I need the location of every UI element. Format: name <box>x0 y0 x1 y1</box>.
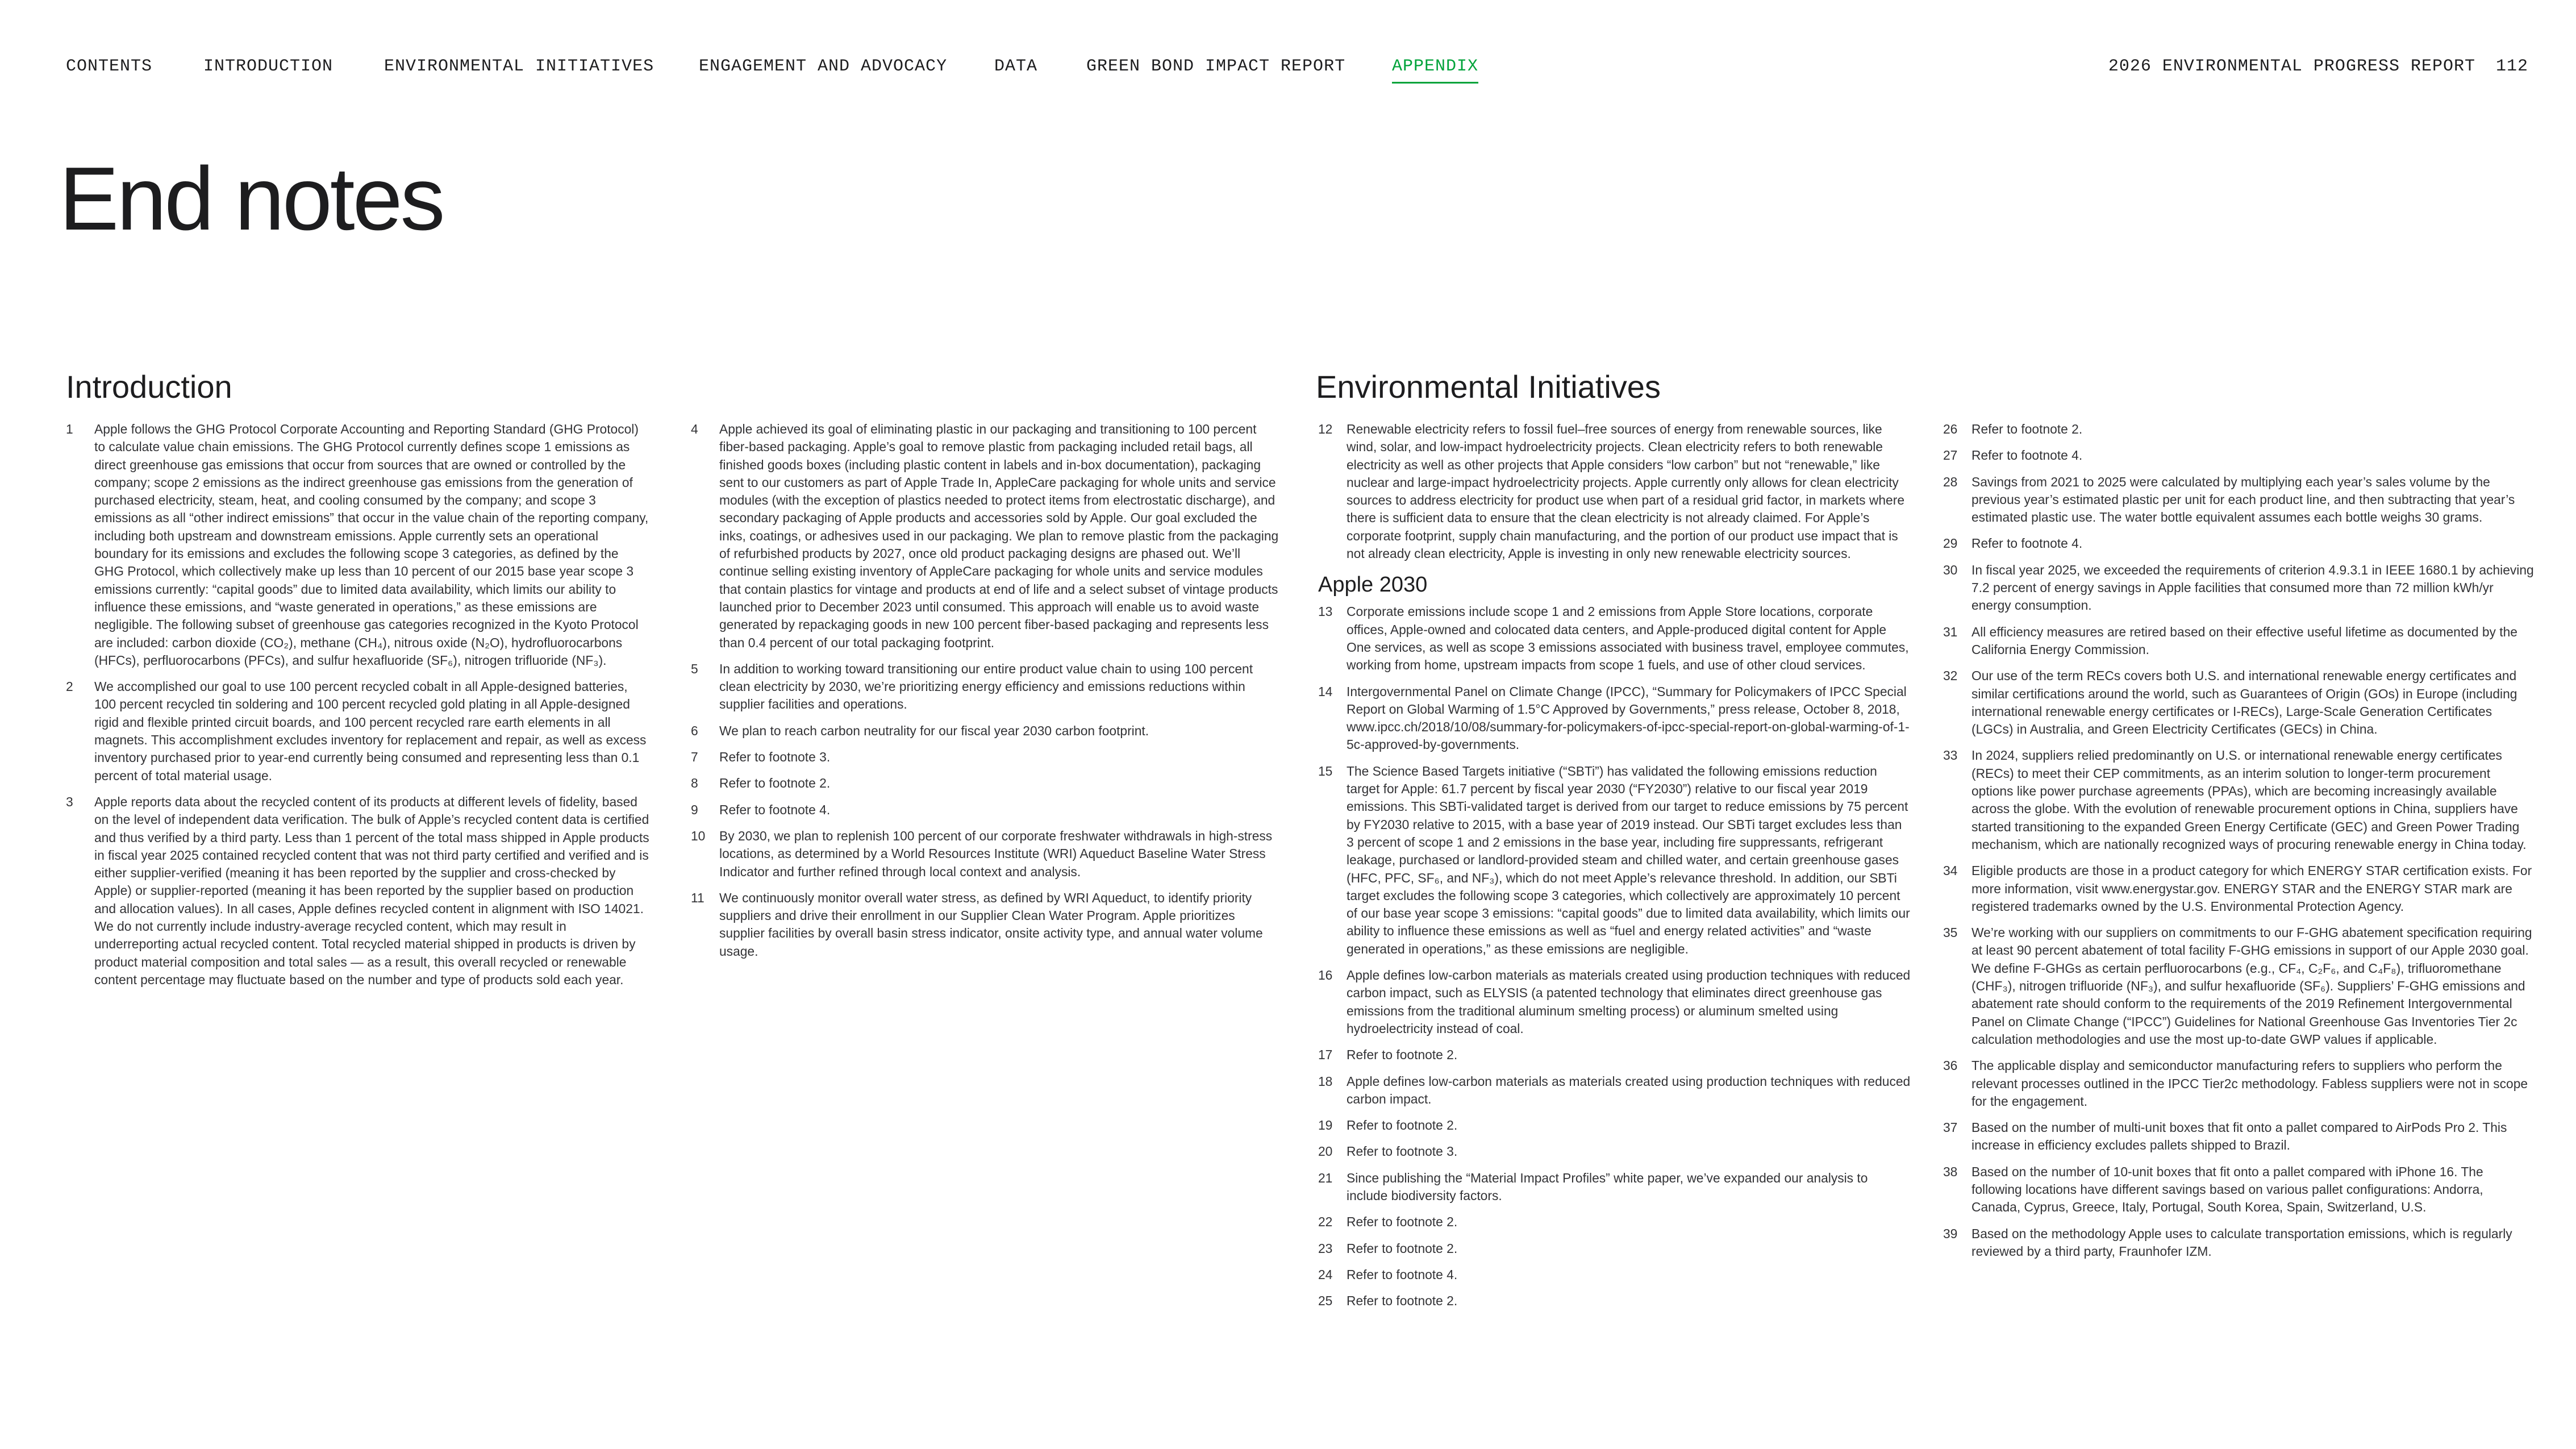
notes-column-4 <box>1943 420 2534 1269</box>
endnote-number: 28 <box>1943 474 1958 489</box>
endnote-number: 18 <box>1318 1073 1333 1089</box>
endnote-9 <box>691 801 1282 819</box>
endnote-number: 12 <box>1318 422 1333 436</box>
endnote-31 <box>1943 623 2534 659</box>
endnote-number: 37 <box>1943 1120 1958 1135</box>
endnote-text: Refer to footnote 2. <box>1347 1118 1458 1133</box>
endnote-number: 24 <box>1318 1267 1333 1282</box>
endnote-text: In fiscal year 2025, we exceeded the requirements of criterion 4.9.3.1 in IEEE 1680.1 by achieving 7.2 percent of energy savings in Apple facilities that consumed more than 72 million kWh/yr energy consumption. <box>1971 562 2534 613</box>
endnote-text: Apple defines low-carbon materials as materials created using production techniques with reduced carbon impact. <box>1347 1073 1911 1106</box>
endnote-5 <box>691 660 1282 714</box>
environmental-initiatives-heading: Environmental Initiatives <box>1316 369 1661 405</box>
endnote-18 <box>1318 1073 1912 1109</box>
endnote-text: Refer to footnote 2. <box>1347 1047 1458 1063</box>
endnote-number: 32 <box>1943 668 1958 684</box>
endnote-text: Savings from 2021 to 2025 were calculated by multiplying each year’s sales volume by the previous year’s estimated plastic per unit for each product line, and then subtracting that year’s estimated plastic use. The water bottle equivalent assumes each bottle weighs 30 grams. <box>1971 474 2515 525</box>
endnote-38 <box>1943 1163 2534 1217</box>
endnote-text: Refer to footnote 2. <box>1347 1214 1458 1230</box>
endnote-6 <box>691 722 1282 740</box>
endnote-17 <box>1318 1046 1912 1064</box>
endnote-number: 22 <box>1318 1214 1333 1230</box>
endnote-number: 39 <box>1943 1226 1958 1241</box>
endnote-text: Refer to footnote 4. <box>719 802 831 817</box>
nav-introduction[interactable]: INTRODUCTION <box>203 57 334 76</box>
endnote-number: 8 <box>691 776 698 791</box>
endnote-text: Since publishing the “Material Impact Profiles” white paper, we’ve expanded our analysis to include biodiversity factors. <box>1347 1170 1868 1203</box>
endnote-number: 11 <box>691 890 705 905</box>
endnote-30 <box>1943 561 2534 615</box>
endnote-21 <box>1318 1169 1912 1205</box>
page-number: 112 <box>2495 57 2528 76</box>
endnote-number: 4 <box>691 422 698 436</box>
endnote-text: Eligible products are those in a product category for which ENERGY STAR certification exists. For more information, visit www.energystar.gov. ENERGY STAR and the ENERGY STAR mark are registered trademarks owned by the U.S. Environmental Protection Agency. <box>1971 863 2532 914</box>
endnote-text: The applicable display and semiconductor manufacturing refers to suppliers who perform the relevant processes outlined in the IPCC Tier2c methodology. Fabless suppliers were not in scope for the engagement. <box>1971 1058 2528 1109</box>
endnote-39 <box>1943 1225 2534 1261</box>
endnote-23 <box>1318 1240 1912 1258</box>
endnote-text: Refer to footnote 2. <box>1347 1240 1458 1256</box>
endnote-2 <box>66 678 651 785</box>
endnote-text: Apple reports data about the recycled content of its products at different levels of fidelity, based on the level of independent data verification. The bulk of Apple’s recycled content data is certified and thus verified by a third party. Less than 1 percent of the total mass shipped in Apple products in fiscal year 2025 contained recycled content that was not third party certified and verified and is either supplier-verified (meaning it has been reported by the supplier and cross-checked by Apple) or supplier-reported (meaning it has been reported by the supplier based on production and allocation values). In all cases, Apple defines recycled content in alignment with ISO 14021. We do not currently include industry-average recycled content, which may result in underreporting actual recycled content. Total recycled material shipped in products is driven by product material composition and total sales — as a result, this overall recycled or renewable content percentage may fluctuate based on the number and type of products sold each year. <box>94 794 649 987</box>
endnote-text: We continuously monitor overall water stress, as defined by WRI Aqueduct, to identify priority suppliers and drive their enrollment in our Supplier Clean Water Program. Apple prioritizes supplier facilities by overall basin stress indicator, onsite activity type, and annual water volume usage. <box>719 890 1263 959</box>
notes-column-1 <box>66 420 651 997</box>
endnote-number: 20 <box>1318 1144 1333 1159</box>
report-title: 2026 ENVIRONMENTAL PROGRESS REPORT <box>2108 57 2475 76</box>
nav-green-bond-impact-report[interactable]: GREEN BOND IMPACT REPORT <box>1086 57 1346 76</box>
endnote-text: In addition to working toward transitioning our entire product value chain to using 100 percent clean electricity by 2030, we’re prioritizing energy efficiency and emissions reductions within supplier facilities and operations. <box>719 661 1253 712</box>
endnote-24 <box>1318 1266 1912 1284</box>
introduction-heading: Introduction <box>66 369 232 405</box>
endnote-text: In 2024, suppliers relied predominantly on U.S. or international renewable energy certificates (RECs) to meet their CEP commitments, as an interim solution to longer-term procurement options like power purchase agreements (PPAs), which are becoming increasingly available across the globe. With the evolution of renewable procurement options in China, suppliers have started transitioning to the expanded Green Energy Certificate (GEC) and Green Power Trading mechanism, which are nationally recognized ways of procuring renewable energy in China today. <box>1971 748 2527 852</box>
endnote-text: Renewable electricity refers to fossil fuel–free sources of energy from renewable sources, like wind, solar, and low-impact hydroelectricity projects. Clean electricity refers to both renewable electricity as well as other projects that Apple considers “low carbon” but not “renewable,” like nuclear and large-impact hydroelectricity projects. Apple currently only allows for clean electricity sources to address electricity for product use when part of a residual grid factor, in markets where there is sufficient data to ensure that the clean electricity is not already claimed. For Apple’s corporate footprint, supply chain manufacturing, and the portion of our product use impact that is not already clean electricity, Apple is investing in only new renewable electricity sources. <box>1347 422 1904 561</box>
nav-environmental-initiatives[interactable]: ENVIRONMENTAL INITIATIVES <box>384 57 655 76</box>
endnote-number: 31 <box>1943 624 1958 639</box>
endnote-22 <box>1318 1213 1912 1231</box>
notes-column-3 <box>1318 420 1912 1318</box>
endnote-26 <box>1943 420 2534 438</box>
endnote-number: 27 <box>1943 448 1958 463</box>
endnote-4 <box>691 420 1282 652</box>
endnote-text: Based on the methodology Apple uses to calculate transportation emissions, which is regularly reviewed by a third party, Fraunhofer IZM. <box>1971 1226 2512 1259</box>
endnote-number: 21 <box>1318 1170 1333 1185</box>
endnote-text: Refer to footnote 2. <box>1347 1293 1458 1309</box>
endnote-text: Our use of the term RECs covers both U.S. and international renewable energy certificates and similar certifications around the world, such as Guarantees of Origin (GOs) in Europe (including international renewable energy certificates or I-RECs), Large-Scale Generation Certificates (LGCs) in Australia, and Green Electricity Certificates (GECs) in China. <box>1971 668 2517 737</box>
endnote-number: 25 <box>1318 1293 1333 1309</box>
endnote-number: 19 <box>1318 1118 1333 1133</box>
endnote-16 <box>1318 967 1912 1038</box>
endnote-number: 15 <box>1318 763 1333 778</box>
endnote-number: 10 <box>691 828 706 843</box>
endnote-number: 26 <box>1943 422 1958 436</box>
endnote-text: The Science Based Targets initiative (“SBTi”) has validated the following emissions reduction target for Apple: 61.7 percent by fiscal year 2030 (“FY2030”) relative to our fiscal year 2019 emissions. This SBTi-validated target is derived from our target to reduce emissions by 75 percent by FY2030 relative to 2015, with a base year of 2019 instead. Our SBTi target excludes less than 3 percent of scope 1 and 2 emissions in the base year, including fire suppressants, refrigerant leakage, purchased or landlord-provided steam and chilled water, and certain greenhouse gases (HFC, PFC, SF₆, and NF₃), which do not meet Apple’s relevance threshold. In addition, our SBTi target excludes the following scope 3 categories, which collectively are approximately 10 percent of our base year scope 3 emissions: “capital goods” due to limited data availability, which limits our ability to influence these emissions as well as “fuel and energy related activities” and “waste generated in operations,” as these emissions are negligible. <box>1347 763 1910 956</box>
endnote-36 <box>1943 1057 2534 1110</box>
endnote-number: 5 <box>691 661 698 676</box>
apple-2030-subheading: Apple 2030 <box>1318 573 1428 597</box>
report-meta <box>2108 57 2528 76</box>
endnote-text: Intergovernmental Panel on Climate Change (IPCC), “Summary for Policymakers of IPCC Special Report on Global Warming of 1.5°C Approved by Governments,” press release, October 8, 2018, www.ipcc.ch/2018/10/08/summary-for-policymakers-of-ipcc-special-report-on-global-warming-of-1-5c-approved-by-governments. <box>1347 684 1910 752</box>
endnote-8 <box>691 775 1282 792</box>
endnote-32 <box>1943 667 2534 738</box>
endnote-10 <box>691 827 1282 881</box>
nav-contents[interactable]: CONTENTS <box>66 57 153 76</box>
endnote-text: We accomplished our goal to use 100 percent recycled cobalt in all Apple-designed batteries, 100 percent recycled tin soldering and 100 percent recycled gold plating in all Apple-designed rigid and flexible printed circuit boards, and 100 percent recycled rare earth elements in all magnets. This accomplishment excludes inventory for replacement and repair, as well as excess inventory purchased prior to year-end currently being consumed and representing less than 0.1 percent of total material usage. <box>94 679 647 783</box>
endnote-number: 17 <box>1318 1047 1333 1063</box>
endnote-text: Refer to footnote 4. <box>1971 448 2083 463</box>
nav-appendix[interactable] <box>1392 57 1478 76</box>
endnote-text: Refer to footnote 4. <box>1971 536 2083 551</box>
endnote-number: 16 <box>1318 968 1333 983</box>
endnote-35 <box>1943 924 2534 1048</box>
endnote-text: Based on the number of 10-unit boxes that fit onto a pallet compared with iPhone 16. The following locations have different savings based on various pallet configurations: Andorra, Canada, Cyprus, Greece, Italy, Portugal, South Korea, Spain, Switzerland, U.S. <box>1971 1164 2483 1215</box>
endnote-number: 3 <box>66 794 73 809</box>
endnote-number: 29 <box>1943 536 1958 551</box>
top-navigation <box>0 0 2576 97</box>
endnote-13 <box>1318 603 1912 674</box>
endnote-28 <box>1943 473 2534 527</box>
endnote-1 <box>66 420 651 669</box>
endnote-text: Based on the number of multi-unit boxes that fit onto a pallet compared to AirPods Pro 2. This increase in efficiency excludes pallets shipped to Brazil. <box>1971 1120 2507 1153</box>
endnote-text: Refer to footnote 2. <box>1971 422 2083 436</box>
endnote-text: Refer to footnote 4. <box>1347 1267 1458 1282</box>
endnote-text: Apple defines low-carbon materials as materials created using production techniques with reduced carbon impact, such as ELYSIS (a patented technology that eliminates direct greenhouse gas emissions from the traditional aluminum smelting process) or aluminum smelted using hydroelectricity instead of coal. <box>1347 968 1911 1036</box>
endnote-20 <box>1318 1143 1912 1160</box>
endnote-number: 6 <box>691 723 698 738</box>
endnote-19 <box>1318 1117 1912 1134</box>
endnote-27 <box>1943 447 2534 464</box>
endnote-11 <box>691 889 1282 960</box>
endnote-7 <box>691 748 1282 766</box>
endnote-number: 9 <box>691 802 698 817</box>
endnote-text: Apple follows the GHG Protocol Corporate Accounting and Reporting Standard (GHG Protocol) to calculate value chain emissions. The GHG Protocol currently defines scope 1 emissions as direct greenhouse gas emissions that occur from sources that are owned or controlled by the company; scope 2 emissions as the indirect greenhouse gas emissions from the generation of purchased electricity, steam, heat, and cooling consumed by the company; and scope 3 emissions as all “other indirect emissions” that occur in the value chain of the reporting company, including both upstream and downstream emissions. Apple currently sets an operational boundary for its emissions and excludes the following scope 3 categories, as defined by the GHG Protocol, which collectively make up less than 10 percent of our 2015 base year scope 3 emissions currently: “capital goods” due to limited data availability, which limits our ability to influence these emissions, and “waste generated in operations,” as these emissions are negligible. The following subset of greenhouse gas categories recognized in the Kyoto Protocol are included: carbon dioxide (CO₂), methane (CH₄), nitrous oxide (N₂O), hydrofluorocarbons (HFCs), perfluorocarbons (PFCs), and sulfur hexafluoride (SF₆), nitrogen trifluoride (NF₃). <box>94 422 649 668</box>
page-title: End notes <box>59 149 443 249</box>
endnote-number: 2 <box>66 679 73 694</box>
endnote-12 <box>1318 420 1912 563</box>
endnote-33 <box>1943 747 2534 853</box>
active-tab-underline <box>1392 82 1478 84</box>
notes-column-2 <box>691 420 1282 969</box>
endnote-number: 38 <box>1943 1164 1958 1179</box>
endnote-number: 36 <box>1943 1058 1958 1073</box>
endnote-number: 14 <box>1318 684 1333 699</box>
endnote-text: Refer to footnote 3. <box>719 750 831 765</box>
endnote-number: 30 <box>1943 562 1958 577</box>
endnote-number: 33 <box>1943 748 1958 763</box>
endnote-text: Corporate emissions include scope 1 and 2 emissions from Apple Store locations, corporate offices, Apple-owned and colocated data centers, and Apple-produced digital content for Apple One services, as well as scope 3 emissions associated with business travel, employee commutes, working from home, upstream impacts from scope 1 fuels, and use of other cloud services. <box>1347 604 1909 673</box>
endnote-3 <box>66 793 651 989</box>
endnote-text: Apple achieved its goal of eliminating plastic in our packaging and transitioning to 100 percent fiber-based packaging. Apple’s goal to remove plastic from packaging included retail bags, all finished goods boxes (including plastic content in labels and in-box documentation), packaging sent to our customers as part of Apple Trade In, AppleCare packaging for whole units and service modules (with the exception of plastics needed to protect items from electrostatic discharge), and secondary packaging of Apple products and accessories sold by Apple. Our goal excluded the inks, coatings, or adhesives used in our packaging. We plan to remove plastic from the packaging of refurbished products by 2027, once old product packaging designs are phased out. We’ll continue selling existing inventory of AppleCare packaging for whole units and service modules that contain plastics for vintage and products at end of life and a select subset of vintage products launched prior to December 2023 until consumed. This approach will enable us to avoid waste generated by repackaging goods in new 100 percent fiber-based packaging and represents less than 0.4 percent of our total packaging footprint. <box>719 422 1279 650</box>
endnote-text: Refer to footnote 3. <box>1347 1144 1458 1159</box>
endnote-number: 7 <box>691 750 698 765</box>
endnote-number: 35 <box>1943 925 1958 940</box>
endnote-29 <box>1943 535 2534 552</box>
nav-data[interactable]: DATA <box>994 57 1038 76</box>
endnote-text: Refer to footnote 2. <box>719 776 831 791</box>
nav-appendix-label: APPENDIX <box>1392 57 1479 76</box>
endnote-number: 1 <box>66 422 73 436</box>
endnote-34 <box>1943 862 2534 915</box>
endnote-15 <box>1318 763 1912 958</box>
endnote-text: All efficiency measures are retired based on their effective useful lifetime as documented by the California Energy Commission. <box>1971 624 2517 657</box>
endnote-number: 23 <box>1318 1240 1333 1256</box>
endnote-text: We plan to reach carbon neutrality for our fiscal year 2030 carbon footprint. <box>719 723 1149 738</box>
endnote-number: 34 <box>1943 863 1958 878</box>
endnote-text: We’re working with our suppliers on commitments to our F-GHG abatement specification requiring at least 90 percent abatement of total facility F-GHG emissions in support of our Apple 2030 goal. We define F-GHGs as certain perfluorocarbons (e.g., CF₄, C₂F₆, and C₄F₈), trifluoromethane (CHF₃), nitrogen trifluoride (NF₃), and sulfur hexafluoride (SF₆). Suppliers’ F-GHG emissions and abatement rate should conform to the requirements of the 2019 Refinement Intergovernmental Panel on Climate Change (“IPCC”) Guidelines for National Greenhouse Gas Inventories Tier 2c calculation methodologies and use the most up-to-date GWP values if applicable. <box>1971 925 2532 1047</box>
endnote-number: 13 <box>1318 604 1333 619</box>
nav-engagement-and-advocacy[interactable]: ENGAGEMENT AND ADVOCACY <box>699 57 948 76</box>
endnote-25 <box>1318 1292 1912 1310</box>
endnote-14 <box>1318 683 1912 754</box>
endnote-text: By 2030, we plan to replenish 100 percent of our corporate freshwater withdrawals in high-stress locations, as determined by a World Resources Institute (WRI) Aqueduct Baseline Water Stress Indicator and further refined through local context and analysis. <box>719 828 1273 879</box>
endnote-37 <box>1943 1119 2534 1155</box>
